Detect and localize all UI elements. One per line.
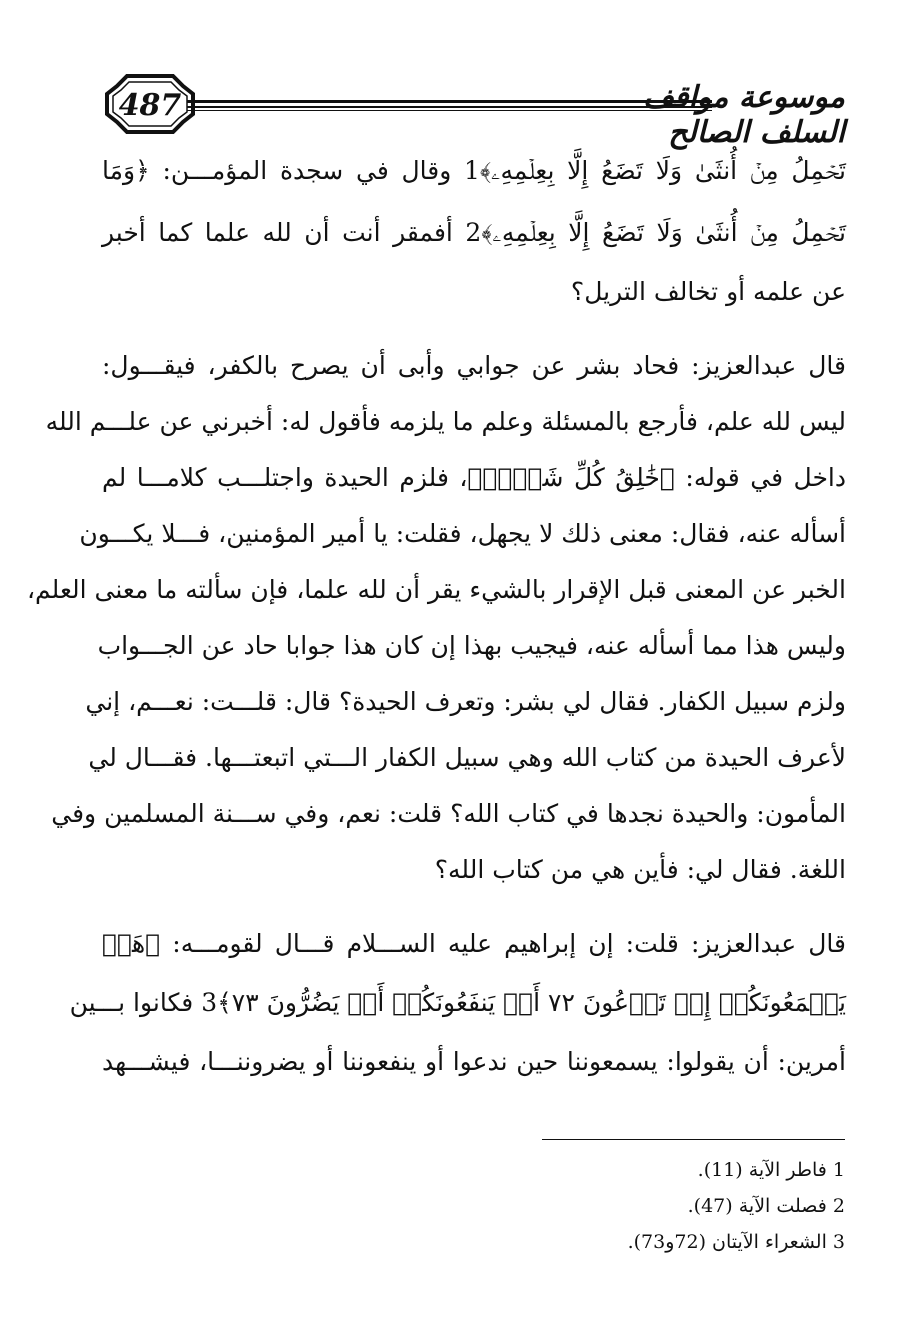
text-line: تَحۡمِلُ مِنۡ أُنثَىٰ وَلَا تَضَعُ إِلَّا بِعِلۡمِهِۦ﴾2 أفمقر أنت أن لله علما كما أخبر [102, 218, 846, 247]
text-line: وليس هذا مما أسأله عنه، فيجيب بهذا إن كان هذا جوابا حاد عن الجـــواب [97, 631, 846, 660]
footnote: 1 فاطر الآية (11). [697, 1159, 845, 1181]
text-line: يَسۡمَعُونَكُمۡ إِذۡ تَدۡعُونَ ٧٢ أَوۡ يَنفَعُونَكُمۡ أَوۡ يَضُرُّونَ ٧٣﴾3 فكانوا بـــين [69, 988, 846, 1017]
footnotes [500, 1152, 845, 1260]
text-line: لأعرف الحيدة من كتاب الله وهي سبيل الكفار الـــتي اتبعتـــها. فقـــال لي [88, 743, 846, 772]
page-number-badge [105, 74, 195, 134]
text-line: ولزم سبيل الكفار. فقال لي بشر: وتعرف الحيدة؟ قال: قلـــت: نعـــم، إني [85, 687, 846, 716]
text-line: أمرين: أن يقولوا: يسمعوننا حين ندعوا أو ينفعوننا أو يضروننـــا، فيشـــهد [102, 1047, 846, 1076]
footnote: 2 فصلت الآية (47). [687, 1195, 845, 1217]
text-line: ليس لله علم، فأرجع بالمسئلة وعلم ما يلزمه فأقول له: أخبرني عن علـــم الله [45, 407, 846, 436]
text-line: عن علمه أو تخالف التريل؟ [570, 277, 846, 306]
text-line: اللغة. فقال لي: فأين هي من كتاب الله؟ [434, 855, 846, 884]
footnote-divider [542, 1139, 845, 1140]
running-title: موسوعة مواقف السلف الصالح [643, 80, 845, 150]
text-line: تَحۡمِلُ مِنۡ أُنثَىٰ وَلَا تَضَعُ إِلَّا بِعِلۡمِهِۦ﴾1 وقال في سجدة المؤمـــن: ﴿وَمَا [102, 156, 846, 185]
footnote: 3 الشعراء الآيتان (72و73). [627, 1231, 845, 1253]
text-line: أسأله عنه، فقال: معنى ذلك لا يجهل، فقلت: يا أمير المؤمنين، فـــلا يكـــون [79, 519, 846, 548]
text-line: داخل في قوله: ﴿خَٰلِقُ كُلِّ شَيۡءٖ﴾، فلزم الحيدة واجتلـــب كلامـــا لم [102, 463, 846, 492]
text-line: المأمون: والحيدة نجدها في كتاب الله؟ قلت: نعم، وفي ســـنة المسلمين وفي [51, 799, 846, 828]
page-header [105, 68, 845, 150]
text-line: قال عبدالعزيز: فحاد بشر عن جوابي وأبى أن يصرح بالكفر، فيقـــول: [102, 351, 846, 380]
text-line: قال عبدالعزيز: قلت: إن إبراهيم عليه الســـلام قـــال لقومـــه: ﴿هَلۡ [102, 929, 846, 958]
body-text [26, 140, 846, 1090]
text-line: الخبر عن المعنى قبل الإقرار بالشيء يقر أن لله علما، فإن سألته ما معنى العلم، [26, 575, 846, 604]
page-number: 487 [118, 88, 182, 123]
